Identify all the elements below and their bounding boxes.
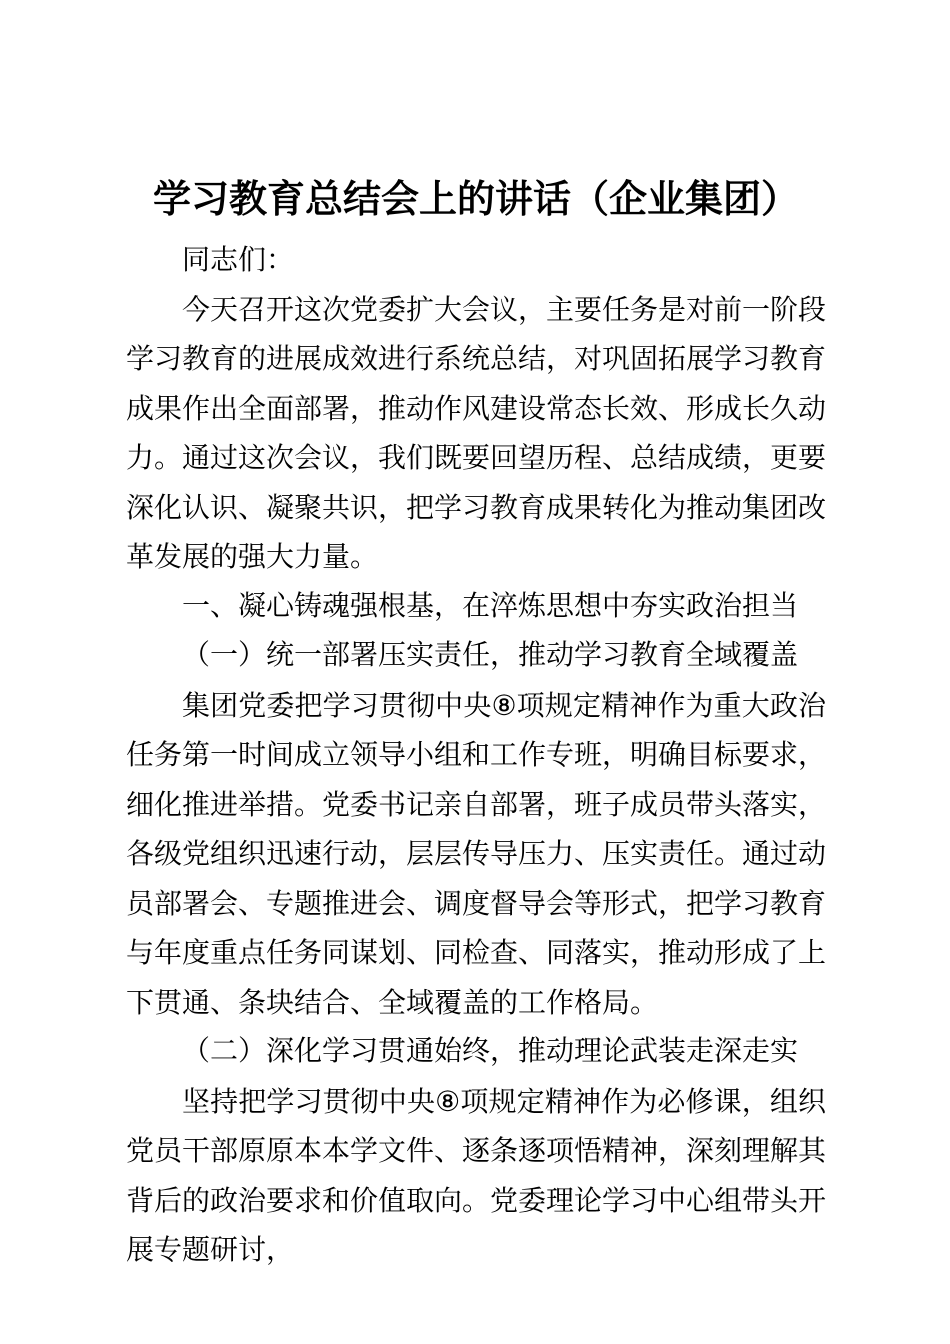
section-heading: （二）深化学习贯通始终，推动理论武装走深走实 [182,1036,799,1067]
document-body [126,235,826,1275]
paragraph: 集团党委把学习贯彻中央⑧项规定精神作为重大政治任务第一时间成立领导小组和工作专班，明确目标要求，细化推进举措。党委书记亲自部署，班子成员带头落实，各级党组织迅速行动，层层传导压力、压实责任。通过动员部署会、专题推进会、调度督导会等形式，把学习教育与年度重点任务同谋划、同检查、同落实，推动形成了上下贯通、条块结合、全域覆盖的工作格局。 [126,689,827,1018]
paragraph: 今天召开这次党委扩大会议，主要任务是对前一阶段学习教育的进展成效进行系统总结，对巩固拓展学习教育成果作出全面部署，推动作风建设常态长效、形成长久动力。通过这次会议，我们既要回望历程、总结成绩，更要深化认识、凝聚共识，把学习教育成果转化为推动集团改革发展的强大力量。 [126,293,827,572]
section-heading: 一、凝心铸魂强根基，在淬炼思想中夯实政治担当 [182,590,799,622]
document-title: 学习教育总结会上的讲话（企业集团） [152,179,799,221]
paragraph: 坚持把学习贯彻中央⑧项规定精神作为必修课，组织党员干部原原本本学文件、逐条逐项悟精神，深刻理解其背后的政治要求和价值取向。党委理论学习中心组带头开展专题研讨， [126,1085,827,1265]
section-heading: （一）统一部署压实责任，推动学习教育全域覆盖 [182,640,799,671]
salutation-line: 同志们： [182,244,295,275]
